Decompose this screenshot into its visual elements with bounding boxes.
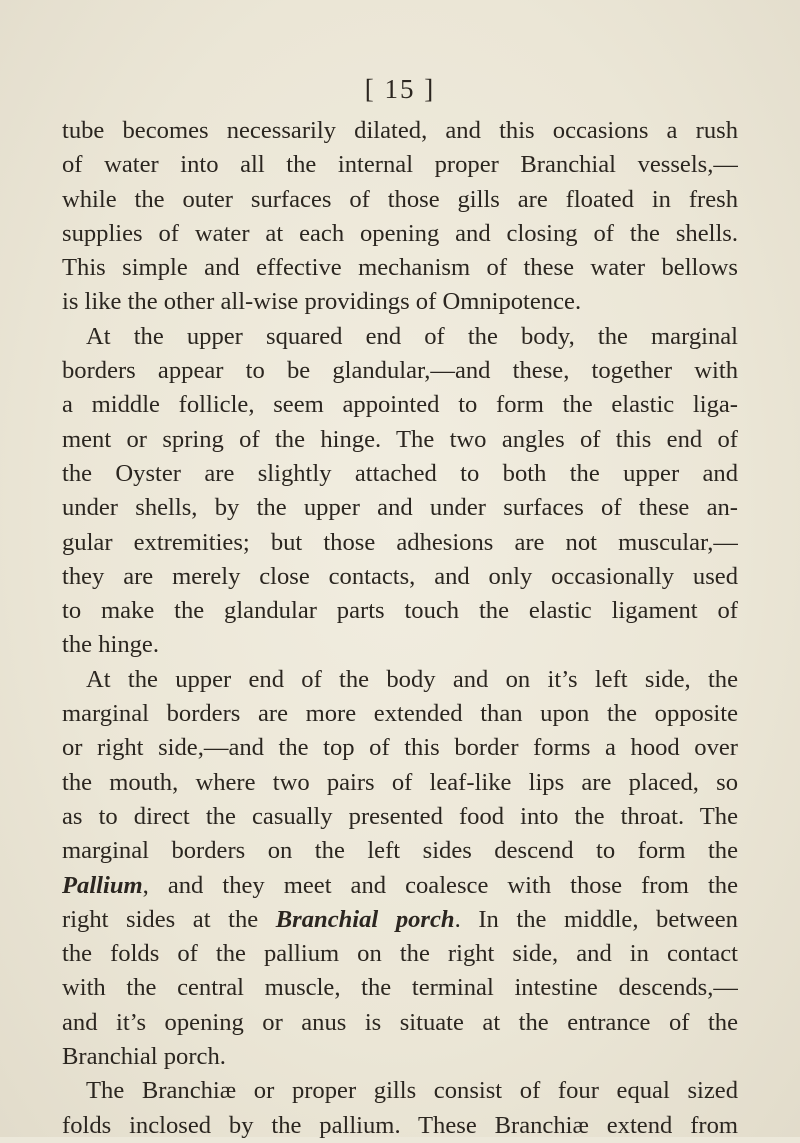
text-line: while the outer surfaces of those gills are floated in fresh — [62, 185, 738, 213]
text-line: marginal borders on the left sides descend to form the — [62, 837, 738, 865]
text-line: to make the glandular parts touch the elastic ligament of — [62, 597, 738, 625]
text-line: the folds of the pallium on the right side, and in contact — [62, 940, 738, 968]
text-line: borders appear to be glandular,—and these, together with — [62, 357, 738, 385]
text-segment: , and they meet and coalesce with those from the — [142, 871, 738, 899]
italic-term: Pallium — [62, 871, 143, 899]
text-segment: . In the middle, between — [454, 905, 738, 933]
text-segment: right sides at the — [62, 905, 276, 933]
text-line: or right side,—and the top of this border forms a hood over — [62, 734, 738, 762]
text-line: folds inclosed by the pallium. These Branchiæ extend from — [62, 1111, 738, 1139]
text-line: and it’s opening or anus is situate at the entrance of the — [62, 1008, 738, 1036]
text-line: The Branchiæ or proper gills consist of four equal sized — [86, 1077, 738, 1105]
text-line: is like the other all-wise providings of Omnipotence. — [62, 288, 582, 316]
text-line: they are merely close contacts, and only occasionally used — [62, 562, 738, 590]
text-line: At the upper end of the body and on it’s left side, the — [86, 665, 738, 693]
text-line: ment or spring of the hinge. The two angles of this end of — [62, 425, 738, 453]
text-line: tube becomes necessarily dilated, and this occasions a rush — [62, 117, 738, 144]
text-line: gular extremities; but those adhesions are not muscular,— — [62, 528, 738, 556]
text-line: a middle follicle, seem appointed to form the elastic liga- — [62, 391, 738, 419]
text-line: under shells, by the upper and under surfaces of these an- — [62, 494, 738, 522]
page-number: [ 15 ] — [364, 74, 436, 104]
text-line — [62, 903, 738, 937]
text-line: the Oyster are slightly attached to both the upper and — [62, 459, 738, 487]
text-line: This simple and effective mechanism of these water bellows — [62, 254, 738, 282]
text-line: Branchial porch. — [62, 1043, 226, 1071]
italic-term: Branchial porch — [275, 905, 455, 933]
text-line: with the central muscle, the terminal intestine descends,— — [62, 974, 738, 1002]
text-line: At the upper squared end of the body, the marginal — [86, 322, 738, 350]
text-line: supplies of water at each opening and closing of the shells. — [62, 219, 738, 247]
text-line: of water into all the internal proper Branchial vessels,— — [62, 151, 738, 179]
text-line: the mouth, where two pairs of leaf-like lips are placed, so — [62, 768, 738, 796]
text-line: the hinge. — [62, 631, 159, 659]
body-text — [62, 114, 738, 1143]
text-line: marginal borders are more extended than upon the opposite — [62, 700, 738, 728]
text-line — [62, 869, 738, 903]
text-line: as to direct the casually presented food into the throat. The — [62, 802, 738, 830]
